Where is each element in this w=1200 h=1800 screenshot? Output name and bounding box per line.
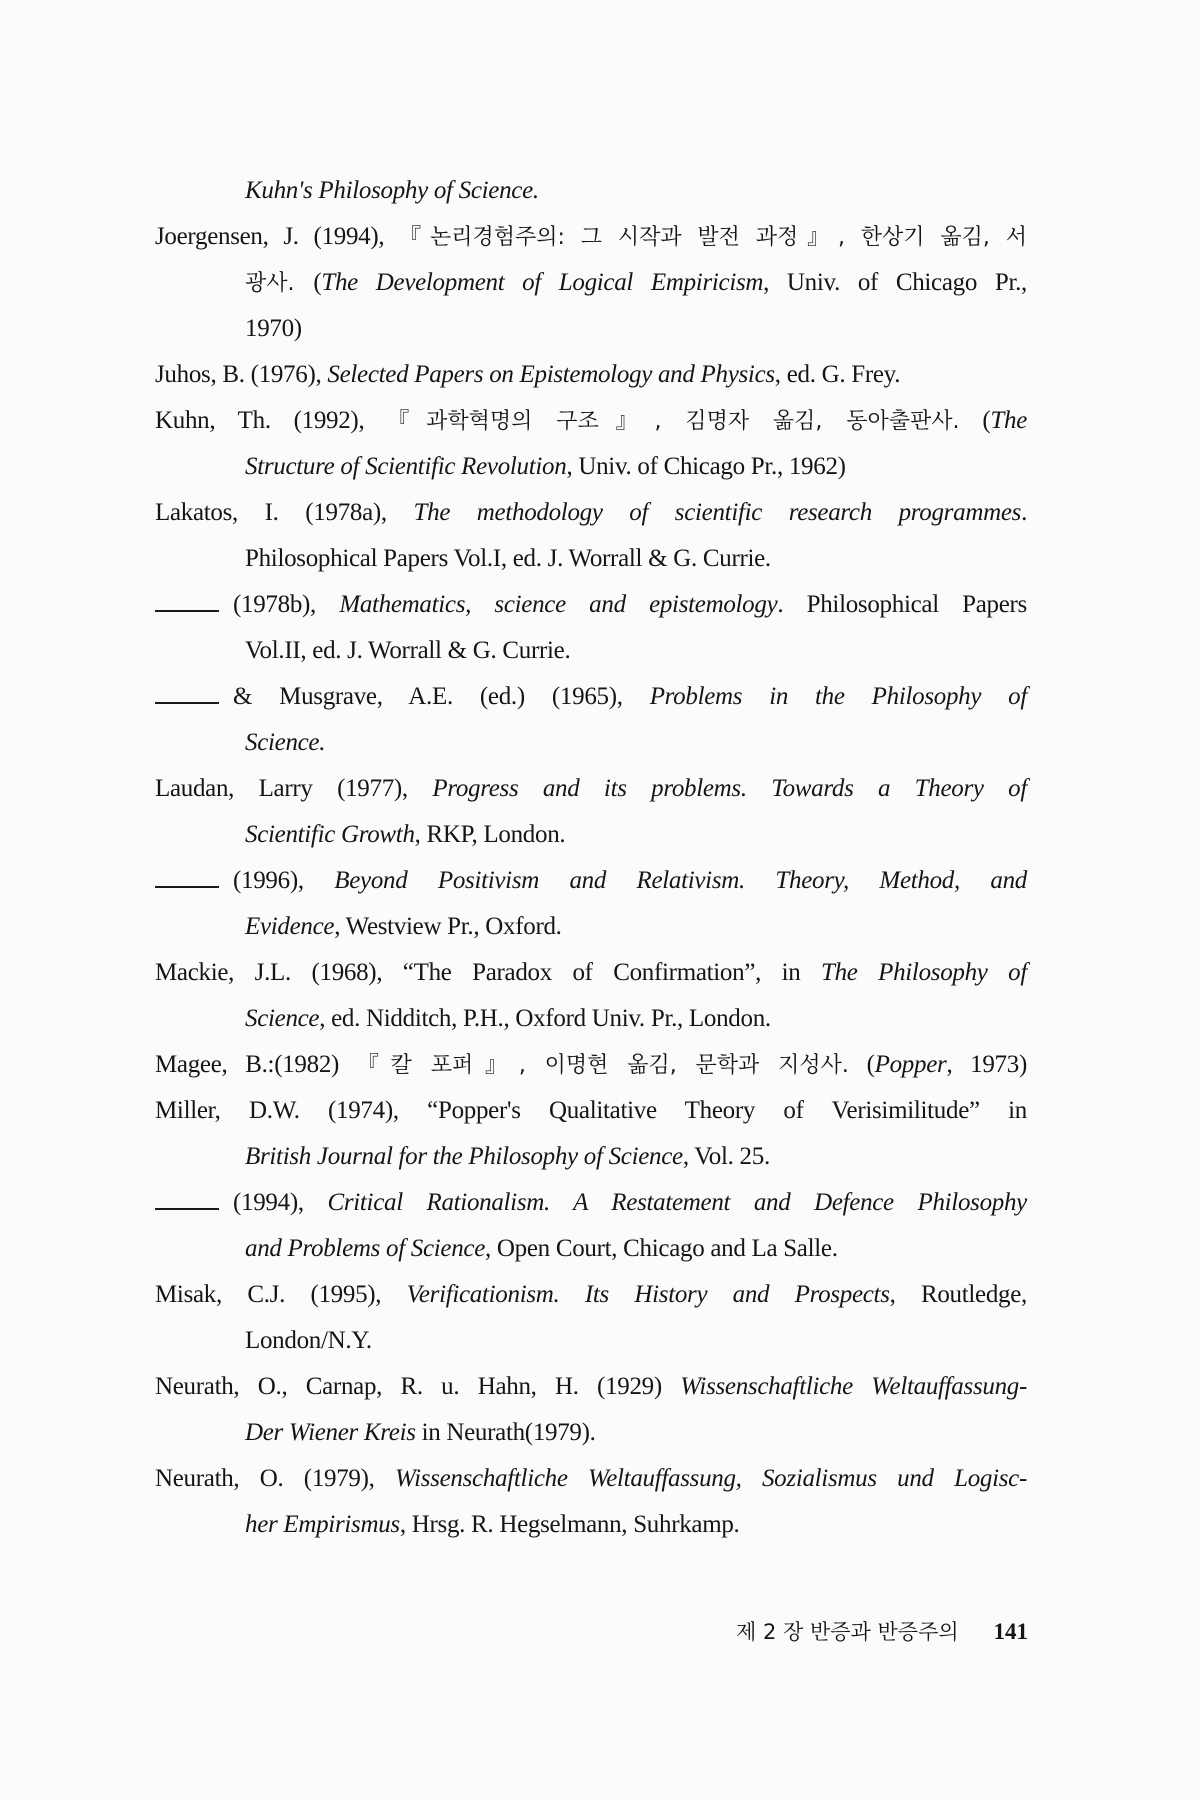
citation-text: ( <box>313 269 322 296</box>
reference-entry-line <box>155 950 1027 996</box>
reference-text <box>233 674 1027 720</box>
repeated-author-dash <box>155 609 219 612</box>
reference-continuation-line <box>155 306 1027 352</box>
title-text: Critical Rationalism. A Restatement and Defence Philosophy <box>327 1189 1027 1216</box>
reference-continuation-line <box>155 536 1027 582</box>
citation-text: Juhos, B. (1976), <box>155 361 328 388</box>
reference-entry-line <box>155 1088 1027 1134</box>
page-number: 141 <box>993 1619 1028 1644</box>
citation-text: , Westview Pr., Oxford. <box>334 913 562 940</box>
reference-text <box>233 858 1027 904</box>
reference-entry-line <box>155 1456 1027 1502</box>
citation-text: Vol.II, ed. J. Worrall & G. Currie. <box>245 637 571 664</box>
title-text: Beyond Positivism and Relativism. Theory, Method, and <box>334 867 1027 894</box>
title-text: Selected Papers on Epistemology and Physics <box>327 361 775 388</box>
reference-entry-line <box>155 1272 1027 1318</box>
reference-entry-line <box>155 352 1027 398</box>
title-text: Structure of Scientific Revolution <box>245 453 567 480</box>
repeated-author-dash <box>155 1207 219 1210</box>
title-text: The Development of Logical Empiricism <box>321 269 764 296</box>
citation-text: . Philosophical Papers <box>777 591 1027 618</box>
reference-continuation-line <box>155 812 1027 858</box>
reference-entry-line <box>155 398 1027 444</box>
citation-text: , Univ. of Chicago Pr., 1962) <box>566 453 846 480</box>
citation-text: 1970) <box>245 315 302 342</box>
citation-text: in Neurath(1979). <box>415 1419 596 1446</box>
title-text: her Empirismus <box>245 1511 400 1538</box>
citation-text: Neurath, O. (1979), <box>155 1465 395 1492</box>
title-text: Verificationism. Its History and Prospects <box>406 1281 890 1308</box>
reference-continuation-line <box>155 1410 1027 1456</box>
reference-entry-line <box>155 1364 1027 1410</box>
title-text: The Philosophy of <box>820 959 1027 986</box>
title-text: British Journal for the Philosophy of Science <box>245 1143 683 1170</box>
reference-continuation-line <box>155 996 1027 1042</box>
title-text: Wissenschaftliche Weltauffassung- <box>680 1373 1027 1400</box>
citation-text: (1996), <box>233 867 335 894</box>
citation-text: London/N.Y. <box>245 1327 372 1354</box>
title-text: Kuhn's Philosophy of Science. <box>245 177 539 204</box>
reference-text <box>233 582 1027 628</box>
reference-continuation-line <box>155 720 1027 766</box>
title-text: Problems in the Philosophy of <box>649 683 1028 710</box>
title-text: The methodology of scientific research programmes <box>413 499 1022 526</box>
citation-text: , RKP, London. <box>414 821 566 848</box>
citation-text: Neurath, O., Carnap, R. u. Hahn, H. (1929) <box>155 1373 681 1400</box>
citation-text: Misak, C.J. (1995), <box>155 1281 407 1308</box>
title-text: Mathematics, science and epistemology <box>339 591 778 618</box>
reference-entry-line <box>155 1180 1027 1226</box>
reference-continuation-line <box>155 168 1027 214</box>
citation-text: ( <box>848 1051 875 1078</box>
citation-text: Magee, B.:(1982) <box>155 1051 357 1078</box>
reference-entry-line <box>155 582 1027 628</box>
title-text: The <box>990 407 1027 434</box>
citation-text: , ed. G. Frey. <box>774 361 901 388</box>
citation-text: Joergensen, J. (1994), <box>155 223 400 250</box>
reference-continuation-line <box>155 1134 1027 1180</box>
reference-entry-line <box>155 214 1027 260</box>
reference-continuation-line <box>155 628 1027 674</box>
citation-text: Mackie, J.L. (1968), “The Paradox of Confirmation”, in <box>155 959 821 986</box>
reference-entry-line <box>155 858 1027 904</box>
citation-text: & Musgrave, A.E. (ed.) (1965), <box>233 683 650 710</box>
reference-continuation-line <box>155 260 1027 306</box>
citation-text: , Open Court, Chicago and La Salle. <box>485 1235 838 1262</box>
title-text: Scientific Growth <box>245 821 415 848</box>
reference-entry-line <box>155 490 1027 536</box>
korean-text: 『논리경험주의: 그 시작과 발전 과정』, 한상기 옮김, 서 <box>399 225 1027 250</box>
citation-text: . <box>1021 499 1028 526</box>
korean-text: 『칼 포퍼』, 이명현 옮김, 문학과 지성사. <box>356 1053 849 1078</box>
citation-text: , Routledge, <box>889 1281 1027 1308</box>
reference-text <box>233 1180 1027 1226</box>
title-text: Progress and its problems. Towards a Theory of <box>432 775 1027 802</box>
citation-text: (1978b), <box>233 591 340 618</box>
bibliography-page <box>155 168 1027 1548</box>
citation-text: , ed. Nidditch, P.H., Oxford Univ. Pr., London. <box>319 1005 771 1032</box>
title-text: Science <box>245 1005 320 1032</box>
title-text: Science. <box>245 729 326 756</box>
title-text: Der Wiener Kreis <box>245 1419 416 1446</box>
reference-entry-line <box>155 1042 1027 1088</box>
reference-entry-line <box>155 766 1027 812</box>
reference-continuation-line <box>155 904 1027 950</box>
citation-text: , Vol. 25. <box>682 1143 770 1170</box>
repeated-author-dash <box>155 701 219 704</box>
reference-entry-line <box>155 674 1027 720</box>
korean-text: 광사. <box>245 271 314 296</box>
citation-text: ( <box>959 407 991 434</box>
citation-text: Philosophical Papers Vol.I, ed. J. Worrall & G. Currie. <box>245 545 771 572</box>
reference-continuation-line <box>155 1318 1027 1364</box>
citation-text: Kuhn, Th. (1992), <box>155 407 388 434</box>
citation-text: Laudan, Larry (1977), <box>155 775 433 802</box>
korean-text: 『과학혁명의 구조』, 김명자 옮김, 동아출판사. <box>387 409 960 434</box>
title-text: and Problems of Science <box>245 1235 486 1262</box>
chapter-title: 제 2 장 반증과 반증주의 <box>736 1620 959 1644</box>
repeated-author-dash <box>155 885 219 888</box>
citation-text: , Hrsg. R. Hegselmann, Suhrkamp. <box>399 1511 740 1538</box>
citation-text: (1994), <box>233 1189 328 1216</box>
title-text: Popper <box>874 1051 947 1078</box>
reference-continuation-line <box>155 1226 1027 1272</box>
citation-text: Lakatos, I. (1978a), <box>155 499 414 526</box>
reference-continuation-line <box>155 1502 1027 1548</box>
citation-text: , Univ. of Chicago Pr., <box>763 269 1027 296</box>
title-text: Wissenschaftliche Weltauffassung, Sozialismus und Logisc- <box>394 1465 1027 1492</box>
reference-continuation-line <box>155 444 1027 490</box>
citation-text: Miller, D.W. (1974), “Popper's Qualitative Theory of Verisimilitude” in <box>155 1097 1027 1124</box>
citation-text: , 1973) <box>946 1051 1027 1078</box>
title-text: Evidence <box>245 913 335 940</box>
page-footer <box>736 1612 1028 1652</box>
